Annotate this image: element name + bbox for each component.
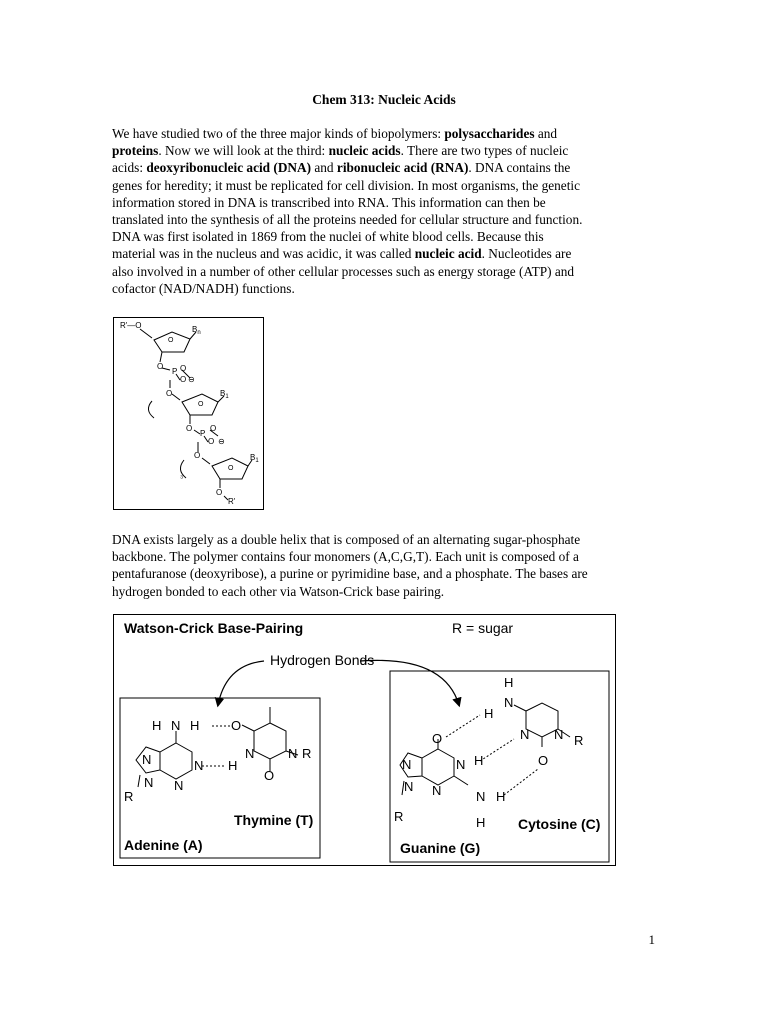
adenine-h-1: H xyxy=(152,718,162,733)
adenine-r: R xyxy=(124,789,134,804)
thymine-o-2: O xyxy=(264,768,275,783)
chain-continuation-mark: ₃ xyxy=(180,471,184,480)
phosphate-o-minus-1: O xyxy=(180,375,187,384)
page-title: Chem 313: Nucleic Acids xyxy=(312,92,456,107)
phosphate-o-bridge-2: O xyxy=(194,451,201,460)
intro-line xyxy=(112,228,652,245)
ring-oxygen-3: O xyxy=(228,465,234,472)
helix-line: DNA exists largely as a double helix that is composed of an alternating sugar-phosphate xyxy=(112,532,581,547)
adenine-n-7: N xyxy=(142,752,152,767)
intro-line xyxy=(112,263,652,280)
cytosine-n-amine: N xyxy=(504,695,514,710)
guanine-h-2: H xyxy=(496,789,506,804)
gc-hbond-1 xyxy=(446,715,480,737)
bold-term: deoxyribonucleic acid (DNA) xyxy=(146,160,312,176)
minus-charge-2: ⊖ xyxy=(218,437,225,446)
phosphate-o-bridge-1: O xyxy=(166,389,173,398)
minus-charge-1: ⊖ xyxy=(188,375,195,384)
bold-term: ribonucleic acid (RNA) xyxy=(336,160,469,176)
base-pairing-diagram xyxy=(114,615,615,865)
thymine-o-1: O xyxy=(231,718,242,733)
phosphorus-2: P xyxy=(200,429,206,438)
text-run: . There are two types of nucleic xyxy=(400,143,569,159)
intro-line xyxy=(112,142,652,159)
cytosine-n-1: N xyxy=(554,727,564,742)
guanine-label: Guanine (G) xyxy=(400,840,481,856)
terminal-o: O xyxy=(216,488,223,497)
intro-line xyxy=(112,125,652,142)
helix-line: hydrogen bonded to each other via Watson-Crick base pairing. xyxy=(112,583,445,599)
base-pairing-figure xyxy=(113,614,616,866)
text-run: . DNA contains the xyxy=(468,160,571,176)
thymine-n-1: N xyxy=(288,746,298,761)
text-run: genes for heredity; it must be replicated for cell division. In most organisms, the genetic xyxy=(112,177,580,193)
phosphate-o-2: O xyxy=(186,424,193,433)
helix-line: pentafuranose (deoxyribose), a purine or pyrimidine base, and a phosphate. The bases are xyxy=(112,566,588,582)
intro-line xyxy=(112,194,652,211)
adenine-n-9: N xyxy=(144,775,154,790)
cytosine-h-1: H xyxy=(504,675,514,690)
r-equals-sugar: R = sugar xyxy=(452,620,514,636)
intro-line xyxy=(112,159,652,176)
guanine-n-7: N xyxy=(402,757,412,772)
guanine-r: R xyxy=(394,809,404,824)
dna-backbone-figure xyxy=(113,317,264,510)
hbond-arrow-right xyxy=(360,660,459,705)
cytosine-o: O xyxy=(538,753,549,768)
r-prime-o-label: R'—O xyxy=(120,321,142,330)
thymine-label: Thymine (T) xyxy=(234,812,314,828)
phosphate-o-double-1: O xyxy=(180,364,187,373)
guanine-n-amine: N xyxy=(476,789,486,804)
base-1-label-b: $B_1$ xyxy=(250,453,259,464)
text-run: DNA was first isolated in 1869 from the nuclei of white blood cells. Because this xyxy=(112,229,544,245)
intro-line xyxy=(112,280,652,297)
text-run: translated into the synthesis of all the proteins needed for cellular structure and function. xyxy=(112,212,583,228)
cytosine-label: Cytosine (C) xyxy=(518,816,601,832)
text-run: We have studied two of the three major kinds of biopolymers: xyxy=(112,126,445,141)
thymine-n-3: N xyxy=(245,746,255,761)
bold-term: proteins xyxy=(112,143,159,159)
base-n-label: $B_n$ xyxy=(192,325,201,336)
adenine-n-1: N xyxy=(194,758,204,773)
thymine-structure xyxy=(242,707,298,771)
text-run: . Nucleotides are xyxy=(481,246,572,262)
text-run: and xyxy=(534,126,558,141)
intro-line xyxy=(112,211,652,228)
cytosine-n-3: N xyxy=(520,727,530,742)
text-run: material was in the nucleus and was acidic, it was called xyxy=(112,246,415,262)
bold-term: nucleic acids xyxy=(328,143,401,159)
adenine-n-amine: N xyxy=(171,718,181,733)
adenine-n-3: N xyxy=(174,778,184,793)
text-run: also involved in a number of other cellular processes such as energy storage (ATP) and xyxy=(112,263,575,279)
page-number: 1 xyxy=(648,932,655,947)
phosphate-o-double-2: O xyxy=(210,424,217,433)
ring-oxygen-2: O xyxy=(198,401,204,408)
guanine-h-1: H xyxy=(474,753,484,768)
adenine-label: Adenine (A) xyxy=(124,837,203,853)
ring-oxygen-1: O xyxy=(168,337,174,344)
thymine-h: H xyxy=(228,758,238,773)
gc-pair-box xyxy=(390,671,609,862)
gc-hbond-2 xyxy=(480,739,514,761)
base-pairing-heading: Watson-Crick Base-Pairing xyxy=(124,620,304,636)
hydrogen-bonds-label: Hydrogen Bonds xyxy=(270,652,375,668)
double-helix-paragraph xyxy=(112,531,652,600)
guanine-o: O xyxy=(432,731,443,746)
gc-hbond-3 xyxy=(504,769,538,795)
cytosine-r: R xyxy=(574,733,584,748)
bold-term: polysaccharides xyxy=(444,126,535,141)
text-run: acids: xyxy=(112,160,147,176)
phosphate-o-1: O xyxy=(157,362,164,371)
guanine-n-3: N xyxy=(432,783,442,798)
bold-term: nucleic acid xyxy=(414,246,482,262)
intro-paragraph xyxy=(112,125,652,297)
dna-backbone-structure xyxy=(114,318,263,509)
phosphorus-1: P xyxy=(172,367,178,376)
intro-line xyxy=(112,177,652,194)
text-run: information stored in DNA is transcribed into RNA. This information can then be xyxy=(112,194,546,210)
base-1-label-a: $B_1$ xyxy=(220,389,229,400)
text-run: and xyxy=(311,160,337,176)
text-run: . Now we will look at the third: xyxy=(158,143,329,159)
intro-line xyxy=(112,245,652,262)
helix-line: backbone. The polymer contains four monomers (A,C,G,T). Each unit is composed of a xyxy=(112,549,579,565)
guanine-n-9: N xyxy=(404,779,414,794)
cytosine-h-2: H xyxy=(484,706,494,721)
thymine-r: R xyxy=(302,746,312,761)
guanine-n-1: N xyxy=(456,757,466,772)
text-run: cofactor (NAD/NADH) functions. xyxy=(112,280,295,296)
terminal-r-prime: R' xyxy=(228,497,236,506)
phosphate-o-minus-2: O xyxy=(208,437,215,446)
adenine-h-2: H xyxy=(190,718,200,733)
guanine-h-3: H xyxy=(476,815,486,830)
